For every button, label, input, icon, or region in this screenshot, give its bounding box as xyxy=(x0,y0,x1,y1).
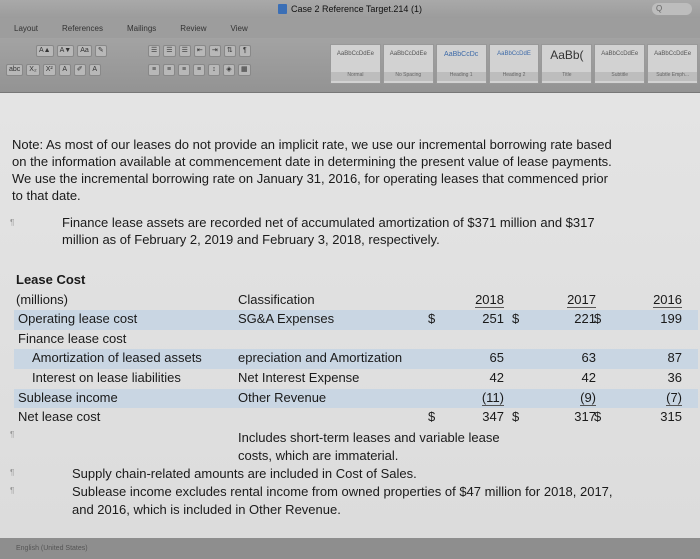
note-line: to that date. xyxy=(12,188,81,203)
footnote-short-term xyxy=(238,429,500,465)
font-format-group xyxy=(6,64,101,76)
table-row xyxy=(14,310,698,330)
row-label: Net lease cost xyxy=(18,409,101,425)
value-2017: 63 xyxy=(581,350,596,366)
value-2016: 315 xyxy=(660,409,682,425)
font-color-button[interactable]: A xyxy=(89,64,101,76)
style-preview: AaBbCcDdEe xyxy=(601,51,639,57)
value-2018: 347 xyxy=(482,409,504,425)
tab-layout[interactable]: Layout xyxy=(14,23,39,33)
align-right-icon[interactable]: ≡ xyxy=(178,64,190,76)
dollar-sign: $ xyxy=(428,311,436,327)
note-line: We use the incremental borrowing rate on January 31, 2016, for operating leases that commenced prior xyxy=(12,171,608,186)
style-normal[interactable] xyxy=(330,44,381,84)
shrink-font-button[interactable]: A▼ xyxy=(57,45,75,57)
style-preview: AaBb( xyxy=(550,48,584,62)
table-row xyxy=(14,408,698,428)
change-case-button[interactable]: Aa xyxy=(77,45,92,57)
dollar-sign: $ xyxy=(512,409,520,425)
note-line: on the information available at commencement date in determining the present value of lease payments. xyxy=(12,154,612,169)
style-name: No Spacing xyxy=(384,72,433,81)
table-header-row xyxy=(14,271,698,291)
alignment-group xyxy=(148,64,251,76)
value-2016: (7) xyxy=(666,389,682,405)
finance-line: Finance lease assets are recorded net of accumulated amortization of $371 million and $317 xyxy=(62,215,595,230)
table-row xyxy=(14,389,698,409)
numbering-icon[interactable]: ☰ xyxy=(163,45,175,57)
sort-icon[interactable]: ⇅ xyxy=(224,45,236,57)
text-effects-button[interactable]: A xyxy=(59,64,71,76)
value-2016: 36 xyxy=(667,369,682,385)
style-subtle-emphasis[interactable] xyxy=(647,44,698,84)
style-no-spacing[interactable] xyxy=(383,44,434,84)
classification-header: Classification xyxy=(238,291,315,307)
paragraph-mark-icon: ¶ xyxy=(10,218,15,227)
decrease-indent-icon[interactable]: ⇤ xyxy=(194,45,206,57)
footnote-line: costs, which are immaterial. xyxy=(238,448,399,463)
superscript-button[interactable]: X² xyxy=(43,64,56,76)
note-line: Note: As most of our leases do not provide an implicit rate, we use our incremental borrowing rate based xyxy=(12,137,612,152)
document-icon xyxy=(278,4,287,14)
align-center-icon[interactable]: ≡ xyxy=(163,64,175,76)
highlight-button[interactable]: ✐ xyxy=(74,64,86,76)
shading-icon[interactable]: ◈ xyxy=(223,64,235,76)
style-preview: AaBbCcDdEe xyxy=(389,51,427,57)
value-2017: 317 xyxy=(574,409,596,425)
subscript-button[interactable]: X₂ xyxy=(26,64,39,76)
table-row xyxy=(14,330,698,350)
value-2016: 87 xyxy=(667,350,682,366)
lease-cost-table xyxy=(14,271,698,428)
footnote-supply-chain xyxy=(72,465,417,483)
tab-view[interactable]: View xyxy=(230,23,248,33)
clear-format-icon[interactable]: ✎ xyxy=(95,45,107,57)
year-header-2016: 2016 xyxy=(653,291,682,307)
paragraph-group xyxy=(148,45,251,57)
style-name: Heading 2 xyxy=(490,72,539,81)
year-header-2018: 2018 xyxy=(475,291,504,307)
style-name: Heading 1 xyxy=(437,72,486,81)
style-subtitle[interactable] xyxy=(594,44,645,84)
style-title[interactable] xyxy=(541,44,592,84)
row-classification: SG&A Expenses xyxy=(238,311,335,327)
finance-line: million as of February 2, 2019 and February 3, 2018, respectively. xyxy=(62,232,440,247)
row-classification: Other Revenue xyxy=(238,389,327,405)
footnote-sublease xyxy=(72,483,613,519)
window-title: Case 2 Reference Target.214 (1) xyxy=(291,4,422,14)
paragraph-mark-icon: ¶ xyxy=(10,468,15,477)
footnote-line: and 2016, which is included in Other Revenue. xyxy=(72,502,341,517)
row-label: Finance lease cost xyxy=(18,330,127,346)
font-size-group xyxy=(36,45,107,57)
footnote-line: Includes short-term leases and variable lease xyxy=(238,430,500,445)
align-left-icon[interactable]: ≡ xyxy=(148,64,160,76)
row-label: Operating lease cost xyxy=(18,311,138,327)
search-icon[interactable]: Q xyxy=(652,3,692,15)
styles-gallery xyxy=(330,44,698,84)
value-2018: 42 xyxy=(489,369,504,385)
tab-mailings[interactable]: Mailings xyxy=(126,23,157,33)
status-bar xyxy=(0,538,700,559)
table-title: Lease Cost xyxy=(16,272,86,287)
style-heading-1[interactable] xyxy=(436,44,487,84)
style-preview: AaBbCcDc xyxy=(444,51,479,58)
style-preview: AaBbCcDdEe xyxy=(336,51,374,57)
style-preview: AaBbCcDdEe xyxy=(654,51,692,57)
row-classification: Net Interest Expense xyxy=(238,369,360,385)
table-units: (millions) xyxy=(16,291,68,307)
ribbon-tabs xyxy=(0,18,700,38)
title-bar xyxy=(0,0,700,18)
tab-references[interactable]: References xyxy=(62,23,103,33)
value-2016: 199 xyxy=(660,311,682,327)
paragraph-mark-icon: ¶ xyxy=(10,486,15,495)
bullets-icon[interactable]: ☰ xyxy=(148,45,160,57)
style-name: Normal xyxy=(331,72,380,81)
line-spacing-icon[interactable]: ↕ xyxy=(208,64,220,76)
dollar-sign: $ xyxy=(594,409,602,425)
tab-review[interactable]: Review xyxy=(180,23,207,33)
borders-icon[interactable]: ▦ xyxy=(238,64,251,76)
document-page[interactable] xyxy=(0,93,700,538)
finance-paragraph xyxy=(62,214,662,248)
grow-font-button[interactable]: A▲ xyxy=(36,45,54,57)
strikethrough-button[interactable]: abc xyxy=(6,64,23,76)
style-name: Title xyxy=(542,72,591,81)
style-heading-2[interactable] xyxy=(489,44,540,84)
value-2018: 65 xyxy=(489,350,504,366)
pilcrow-icon[interactable]: ¶ xyxy=(239,45,251,57)
value-2017: 221 xyxy=(574,311,596,327)
value-2017: 42 xyxy=(581,369,596,385)
table-header-row xyxy=(14,291,698,311)
style-name: Subtle Emph... xyxy=(648,72,697,81)
footnote-line: Supply chain-related amounts are included in Cost of Sales. xyxy=(72,466,417,481)
note-paragraph xyxy=(12,136,688,204)
increase-indent-icon[interactable]: ⇥ xyxy=(209,45,221,57)
row-label: Sublease income xyxy=(18,389,118,405)
table-row xyxy=(14,369,698,389)
style-preview: AaBbCcDdE xyxy=(497,51,531,57)
value-2017: (9) xyxy=(580,389,596,405)
language-indicator[interactable]: English (United States) xyxy=(16,545,88,552)
row-label: Interest on lease liabilities xyxy=(32,369,181,385)
row-label: Amortization of leased assets xyxy=(32,350,202,366)
justify-icon[interactable]: ≡ xyxy=(193,64,205,76)
dollar-sign: $ xyxy=(512,311,520,327)
table-row xyxy=(14,349,698,369)
paragraph-mark-icon: ¶ xyxy=(10,430,15,439)
year-header-2017: 2017 xyxy=(567,291,596,307)
dollar-sign: $ xyxy=(428,409,436,425)
dollar-sign: $ xyxy=(594,311,602,327)
value-2018: (11) xyxy=(481,389,504,405)
row-classification: epreciation and Amortization xyxy=(238,350,403,366)
value-2018: 251 xyxy=(482,311,504,327)
footnote-line: Sublease income excludes rental income from owned properties of $47 million for 2018, 2017, xyxy=(72,484,613,499)
multilevel-list-icon[interactable]: ☰ xyxy=(179,45,191,57)
style-name: Subtitle xyxy=(595,72,644,81)
